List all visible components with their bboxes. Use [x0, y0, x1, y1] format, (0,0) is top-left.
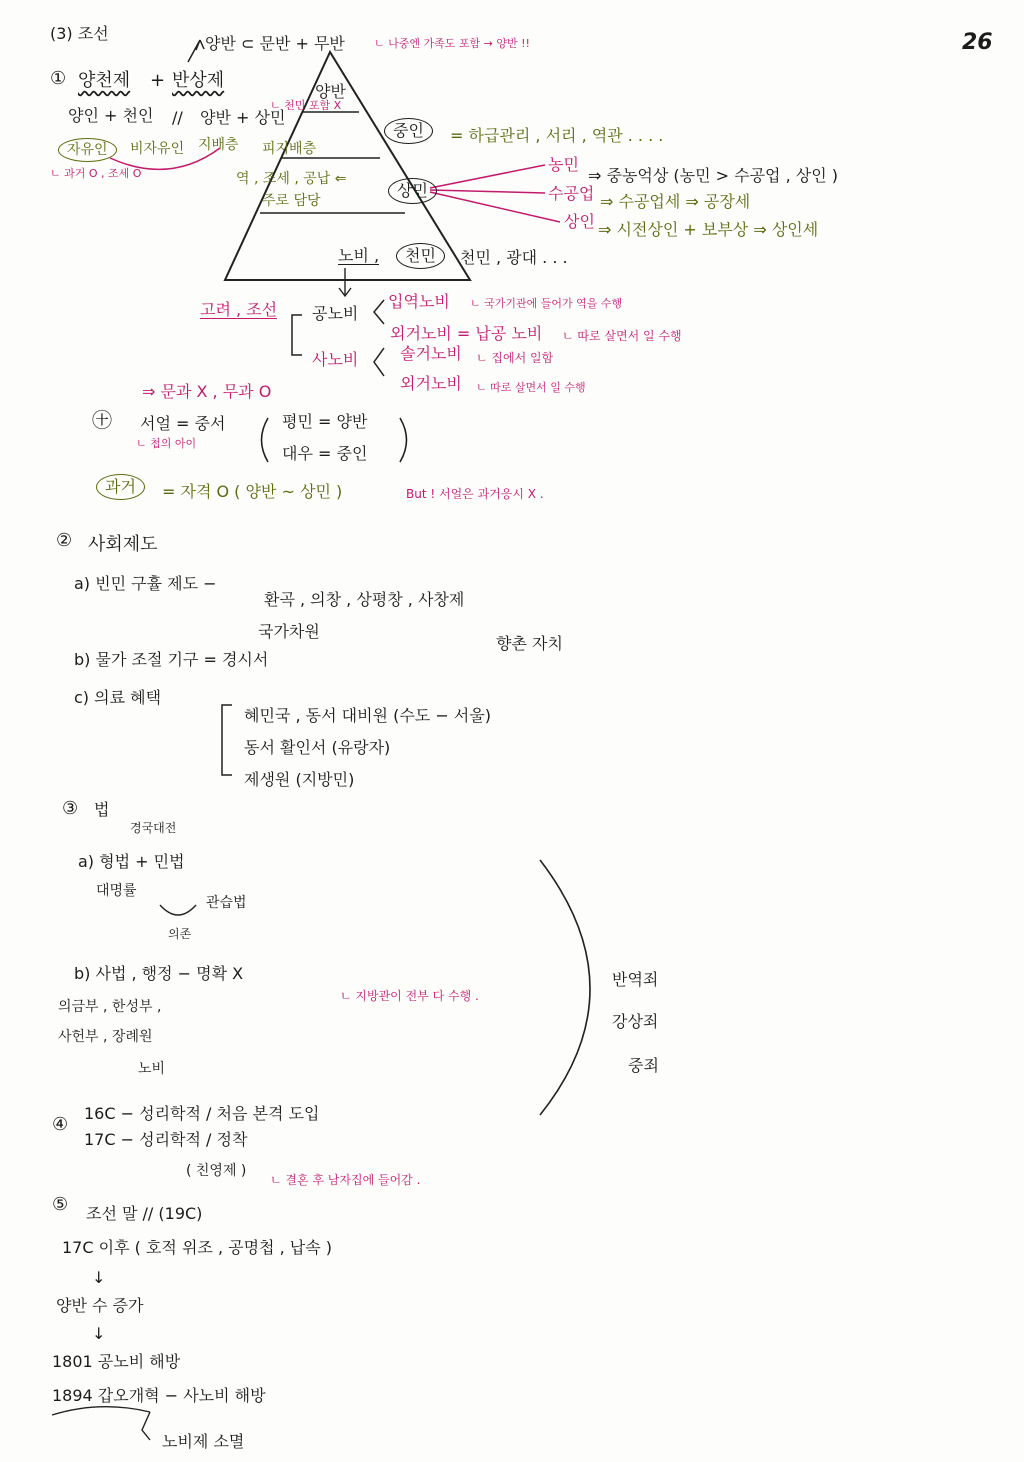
section1-row2-b: 양반 + 상민 — [200, 108, 286, 127]
section5-line3: 1801 공노비 해방 — [52, 1352, 181, 1371]
pyramid-level-sangmin: 상민 — [388, 178, 437, 204]
pyramid-level-jungin: 중인 — [384, 118, 433, 144]
section1-gong-a: 입역노비 — [388, 292, 450, 311]
section1-seo-r2: 대우 = 중인 — [282, 444, 368, 463]
branch-label-3: 상인 — [564, 212, 595, 231]
section1-ruled: 피지배층 — [262, 141, 317, 157]
section1-gongnobi: 공노비 — [312, 304, 359, 323]
section1-nonfree: 비자유인 — [130, 141, 185, 157]
section4-line3: ( 친영제 ) — [186, 1163, 247, 1179]
branch-line-3 — [430, 192, 560, 222]
section3-b-sub3: 노비 — [138, 1061, 166, 1077]
section2-marker: ② — [56, 530, 73, 551]
crime-3: 중죄 — [628, 1056, 659, 1075]
section2-c-item-1: 혜민국 , 동서 대비원 (수도 − 서울) — [244, 706, 491, 725]
branch-line-2 — [430, 190, 545, 193]
pyramid-level-yangban: 양반 — [315, 82, 346, 101]
pyramid-levy-sub: 주로 담당 — [262, 193, 321, 209]
section1-star: ㊉ — [92, 408, 112, 432]
section3-title: 법 — [94, 800, 110, 819]
section1-gong-b-note: ㄴ 따로 살면서 일 수행 — [562, 329, 682, 343]
page-number: 26 — [962, 30, 993, 55]
crime-2: 강상죄 — [612, 1012, 659, 1031]
section1-seo-note: ㄴ 첩의 아이 — [136, 437, 197, 450]
section3-b-pink: ㄴ 지방관이 전부 다 수행 . — [340, 989, 479, 1003]
section3-b-sub1: 의금부 , 한성부 , — [58, 999, 162, 1015]
section1-heading-b: 반상제 — [172, 70, 225, 91]
section3-b-sub2: 사헌부 , 장례원 — [58, 1029, 153, 1045]
section1-pink-sub: ㄴ 과거 O , 조세 O — [50, 167, 142, 180]
section1-seo-a: 서얼 = 중서 — [140, 414, 226, 433]
section3-a-sub1: 대명률 — [96, 883, 137, 899]
branch-line-1 — [430, 165, 545, 188]
section3-title-sub: 경국대전 — [130, 821, 177, 835]
pyramid-cheonmin-desc: 천민 , 광대 . . . — [460, 248, 568, 267]
section1-sa-a: 솔거노비 — [400, 344, 462, 363]
pyramid-level-nobi: 노비 , — [338, 246, 380, 265]
section1-heading-a: 양천제 — [78, 70, 131, 91]
pyramid-top-note-pink: ㄴ 나중엔 가족도 포함 → 양반 !! — [374, 37, 530, 50]
branch-label-2: 수공업 — [548, 184, 595, 203]
section2-c-item-2: 동서 활인서 (유랑자) — [244, 738, 391, 757]
section1-gong-b: 외거노비 = 납공 노비 — [390, 324, 543, 343]
up-arrow — [188, 40, 204, 62]
section1-gwageo: 과거 — [96, 474, 145, 500]
section2-a-sub2: 향촌 자치 — [496, 634, 563, 653]
section5-title: 조선 말 // (19C) — [86, 1204, 203, 1223]
section1-sanobi: 사노비 — [312, 350, 359, 369]
section1-munkwa: ⇒ 문과 X , 무과 O — [142, 382, 272, 401]
section5-line5: 노비제 소멸 — [162, 1432, 245, 1451]
section5-arrow-2: ↓ — [92, 1324, 106, 1343]
section4-line1: 16C − 성리학적 / 처음 본격 도입 — [84, 1104, 320, 1123]
branch-label-1: 농민 — [548, 155, 579, 174]
section1-seo-r1: 평민 = 양반 — [282, 412, 368, 431]
section3-marker: ③ — [62, 798, 79, 819]
section2-a-items: 환곡 , 의창 , 상평창 , 사창제 — [264, 590, 465, 609]
pyramid-jungin-desc: = 하급관리 , 서리 , 역관 . . . . — [450, 126, 664, 145]
section2-b-line: b) 물가 조절 기구 = 경시서 — [74, 650, 269, 669]
section1-sa-a-note: ㄴ 집에서 일함 — [476, 351, 554, 365]
section1-row2-a: 양인 + 천인 — [68, 106, 154, 125]
branch-detail-3: ⇒ 시전상인 + 보부상 ⇒ 상인세 — [598, 220, 819, 239]
section4-line2: 17C − 성리학적 / 정착 — [84, 1130, 248, 1149]
section3-a-sub3: 의존 — [168, 927, 192, 941]
section2-title: 사회제도 — [88, 534, 158, 555]
section1-gwageo-rest: = 자격 O ( 양반 ~ 상민 ) — [162, 482, 343, 501]
section5-arrow-1: ↓ — [92, 1268, 106, 1287]
section4-line3-pink: ㄴ 결혼 후 남자집에 들어감 . — [270, 1173, 421, 1187]
section1-note-pink-top: ㄴ 천민 포함 X — [270, 99, 342, 112]
bracket-gong — [292, 315, 302, 355]
section1-sa-b-note: ㄴ 따로 살면서 일 수행 — [476, 381, 586, 394]
branch-detail-1: ⇒ 중농억상 (농민 > 수공업 , 상인 ) — [588, 166, 839, 185]
section1-sa-b: 외거노비 — [400, 374, 462, 393]
crime-1: 반역죄 — [612, 970, 659, 989]
section5-line1: 17C 이후 ( 호적 위조 , 공명첩 , 납속 ) — [62, 1238, 332, 1257]
section-header: (3) 조선 — [50, 24, 109, 43]
section1-row2-sep: // — [172, 108, 183, 127]
section1-free: 자유인 — [58, 138, 117, 162]
pyramid-level-cheonmin: 천민 — [396, 243, 445, 269]
section5-line4: 1894 갑오개혁 − 사노비 해방 — [52, 1386, 266, 1405]
section1-plus: + — [150, 70, 166, 91]
section1-marker: ① — [50, 68, 67, 89]
section3-a-sub2: 관습법 — [206, 895, 247, 911]
section4-marker: ④ — [52, 1114, 69, 1135]
section3-b-label: b) 사법 , 행정 − 명확 X — [74, 964, 244, 983]
section3-a-line: a) 형법 + 민법 — [78, 852, 185, 871]
section1-gong-a-note: ㄴ 국가기관에 들어가 역을 수행 — [470, 297, 623, 310]
section1-gwageo-pink: But ! 서얼은 과거응시 X . — [406, 487, 544, 501]
pyramid-top-note: 양반 ⊂ 문반 + 무반 — [205, 34, 345, 53]
big-paren — [540, 860, 590, 1115]
section2-c-label: c) 의료 혜택 — [74, 688, 162, 707]
branch-detail-2: ⇒ 수공업세 ⇒ 공장세 — [600, 192, 751, 211]
section5-line2: 양반 수 증가 — [56, 1296, 144, 1315]
section2-a-sub1: 국가차원 — [258, 622, 320, 641]
section2-a-label: a) 빈민 구휼 제도 − — [74, 574, 217, 593]
section5-marker: ⑤ — [52, 1194, 69, 1215]
pyramid-levy: 역 , 조세 , 공납 ⇐ — [236, 171, 347, 187]
section2-c-item-3: 제생원 (지방민) — [244, 770, 355, 789]
section1-ruling: 지배층 — [198, 137, 239, 153]
section1-gorye: 고려 , 조선 — [200, 300, 278, 319]
